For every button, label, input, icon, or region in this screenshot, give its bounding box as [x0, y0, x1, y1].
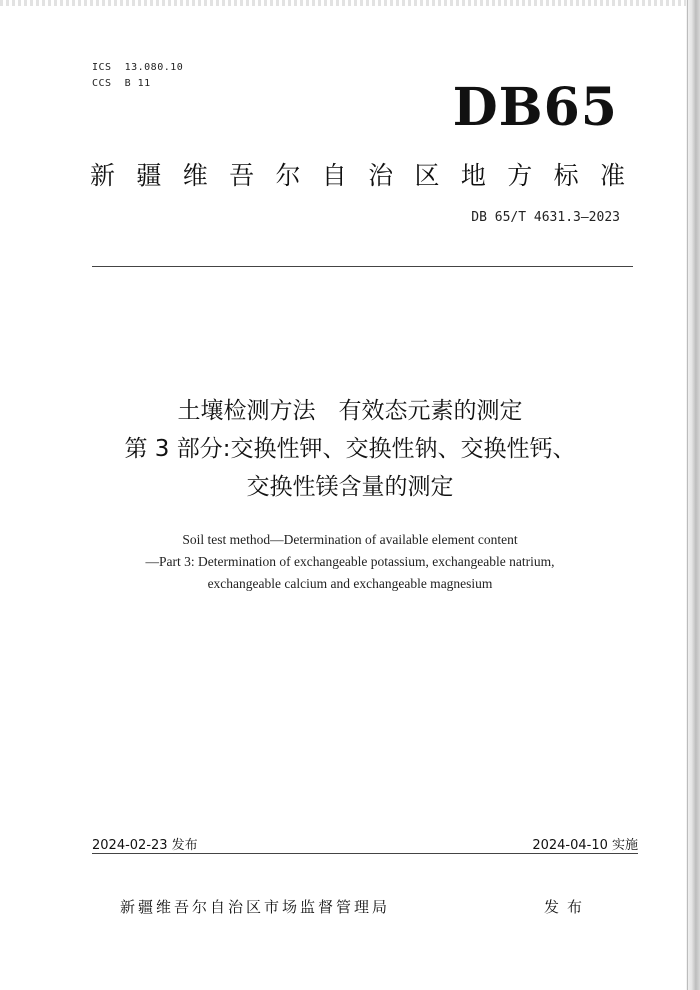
header-divider [92, 266, 633, 267]
ics-code: ICS 13.080.10 [92, 62, 184, 73]
publisher-row [120, 896, 590, 917]
date-row [92, 834, 638, 853]
standard-type-char: 维 [182, 161, 208, 190]
chinese-title-line: 第 3 部分:交换性钾、交换性钠、交换性钙、 [124, 436, 576, 462]
publisher-name: 新疆维吾尔自治区市场监督管理局 [120, 898, 391, 916]
scan-right-edge [686, 0, 700, 990]
english-title-line: —Part 3: Determination of exchangeable potassium, exchangeable natrium, [145, 554, 555, 569]
chinese-title-line: 交换性镁含量的测定 [246, 474, 454, 500]
english-title [60, 529, 640, 595]
standard-type-char: 区 [414, 161, 440, 190]
chinese-title-line: 土壤检测方法 有效态元素的测定 [177, 398, 523, 424]
standard-type-heading [90, 156, 625, 192]
chinese-title [60, 392, 640, 506]
footer-divider [92, 853, 638, 854]
english-title-line: Soil test method—Determination of available element content [182, 532, 518, 547]
implement-date: 2024-04-10 实施 [532, 838, 638, 853]
standard-type-char: 新 [90, 161, 116, 190]
standard-type-char: 治 [368, 161, 394, 190]
standard-type-char: 尔 [275, 161, 301, 190]
scan-edge-line [687, 0, 688, 990]
standard-type-char: 疆 [136, 161, 162, 190]
publish-label: 发布 [543, 898, 590, 916]
ccs-code: CCS B 11 [92, 78, 151, 89]
standard-type-char: 标 [553, 161, 579, 190]
english-title-line: exchangeable calcium and exchangeable magnesium [207, 576, 493, 591]
standard-type-char: 方 [507, 161, 533, 190]
scan-top-edge [0, 0, 700, 6]
issue-date: 2024-02-23 发布 [92, 838, 198, 853]
standard-type-char: 地 [460, 161, 486, 190]
standard-type-char: 准 [599, 161, 625, 190]
standard-number: DB 65/T 4631.3—2023 [471, 210, 620, 225]
standard-type-char: 吾 [229, 161, 255, 190]
standard-type-char: 自 [321, 161, 347, 190]
classification-codes [92, 60, 183, 92]
db-logo: DB65 [452, 77, 618, 138]
